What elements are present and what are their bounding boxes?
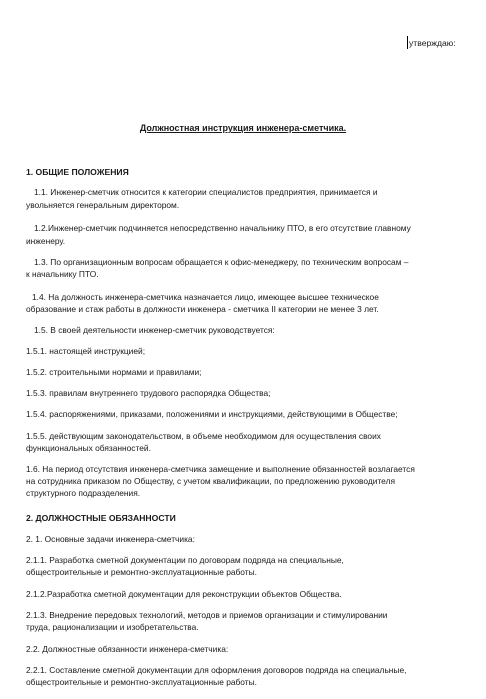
paragraph-line: инженеру.	[26, 236, 66, 246]
text-cursor	[407, 36, 408, 49]
paragraph-1-4-cont	[26, 303, 474, 315]
list-item-1-5-5	[26, 430, 474, 454]
section-2-heading: 2. ДОЛЖНОСТНЫЕ ОБЯЗАННОСТИ	[26, 513, 176, 523]
approve-label: утверждаю:	[409, 38, 456, 48]
document-title: Должностная инструкция инженера-сметчика.	[139, 123, 347, 133]
list-item-1-5-4: 1.5.4. распоряжениями, приказами, положениями и инструкциями, действующими в Обществе;	[26, 409, 398, 419]
paragraph-1-5	[26, 324, 482, 336]
paragraph-line: к начальнику ПТО.	[26, 269, 99, 279]
paragraph-line: 1.1. Инженер-сметчик относится к категории специалистов предприятия, принимается и	[34, 187, 378, 197]
paragraph-line: увольняется генеральным директором.	[26, 200, 180, 210]
paragraph-1-3	[26, 256, 482, 268]
paragraph-1-1	[26, 186, 482, 198]
paragraph-line: 2.1.3. Внедрение передовых технологий, методов и приемов организации и стимулировании	[26, 610, 388, 620]
list-item-1-5-3: 1.5.3. правилам внутреннего трудового распорядка Общества;	[26, 388, 271, 398]
paragraph-1-1-cont	[26, 199, 474, 211]
paragraph-line: 1.5.5. действующим законодательством, в объеме необходимом для осуществления своих	[26, 431, 381, 441]
paragraph-line: 1.3. По организационным вопросам обращается к офис-менеджеру, по техническим вопросам –	[34, 257, 409, 267]
list-item-1-5-2: 1.5.2. строительными нормами и правилами;	[26, 367, 202, 377]
paragraph-1-2	[26, 222, 482, 234]
paragraph-line: труда, рационализации и изобретательства.	[26, 622, 199, 633]
paragraph-line: функциональных обязанностей.	[26, 443, 151, 454]
paragraph-2-1-1	[26, 554, 474, 578]
paragraph-line: структурного подразделения.	[26, 488, 141, 499]
paragraph-line: 2.2.1. Составление сметной документации для оформления договоров подряда на специальные,	[26, 665, 407, 675]
paragraph-line: 1.6. На период отсутствия инженера-сметчика замещение и выполнение обязанностей возлагается	[26, 464, 415, 474]
paragraph-line: общестроительные и ремонтно-эксплуатационные работы.	[26, 677, 257, 688]
paragraph-line: 1.2.Инженер-сметчик подчиняется непосредственно начальнику ПТО, в его отсутствие главному	[34, 223, 411, 233]
paragraph-2-1: 2. 1. Основные задачи инженера-сметчика:	[26, 534, 195, 544]
section-1-heading: 1. ОБЩИЕ ПОЛОЖЕНИЯ	[26, 167, 129, 177]
paragraph-line: 1.4. На должность инженера-сметчика назначается лицо, имеющее высшее техническое	[32, 292, 379, 302]
paragraph-line: на сотрудника приказом по Обществу, с учетом квалификации, по предложению руководителя	[26, 476, 395, 487]
paragraph-1-4	[26, 291, 480, 303]
paragraph-1-6	[26, 463, 474, 500]
paragraph-line: 1.5. В своей деятельности инженер-сметчик руководствуется:	[34, 325, 275, 335]
paragraph-2-2: 2.2. Должностные обязанности инженера-сметчика:	[26, 644, 229, 654]
paragraph-line: 2.1.1. Разработка сметной документации по договорам подряда на специальные,	[26, 555, 344, 565]
paragraph-1-2-cont	[26, 235, 474, 247]
paragraph-2-1-3	[26, 609, 474, 633]
paragraph-1-3-cont	[26, 268, 474, 280]
list-item-1-5-1: 1.5.1. настоящей инструкцией;	[26, 346, 146, 356]
paragraph-2-2-1	[26, 664, 474, 688]
paragraph-line: образование и стаж работы в должности инженера - сметчика II категории не менее 3 лет.	[26, 304, 379, 314]
paragraph-line: общестроительные и ремонтно-эксплуатационные работы.	[26, 567, 257, 578]
approval-stamp-text	[409, 37, 456, 49]
paragraph-2-1-2: 2.1.2.Разработка сметной документации для реконструкции объектов Общества.	[26, 589, 342, 599]
